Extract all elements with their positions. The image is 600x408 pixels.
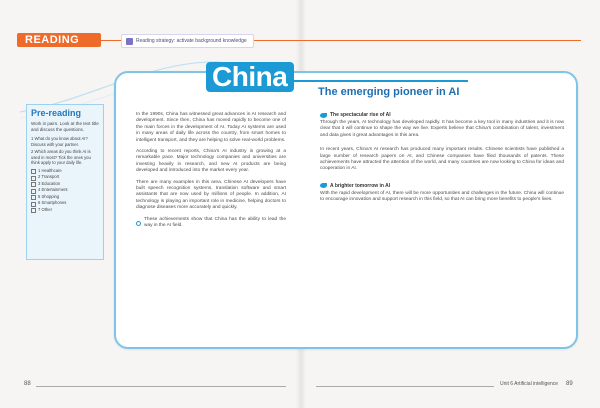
article-title: China: [212, 61, 288, 92]
section-heading: The spectacular rise of AI: [320, 112, 564, 118]
bird-icon: [320, 183, 327, 188]
checkbox[interactable]: [31, 202, 36, 207]
checkbox[interactable]: [31, 176, 36, 181]
option-item[interactable]: 5 Shopping: [31, 194, 99, 201]
body-paragraph: In the 1990s, China has witnessed great advances in AI research and development. Since then, China has moved rapidly to become one of the main forces in the development of AI. Today AI systems are used in many areas of daily life across the country, from smart homes to intelligent transport, and they are helping to solve real-world problems.: [136, 112, 286, 143]
title-rule: [294, 80, 468, 82]
page-number-right: 89: [566, 381, 573, 387]
section-heading: A brighter tomorrow in AI: [320, 183, 564, 189]
pre-reading-box: [26, 104, 104, 260]
footer-rule-right: [316, 386, 494, 387]
article-subtitle: The emerging pioneer in AI: [318, 86, 460, 98]
pre-reading-question: 2 Which areas do you think AI is used in most? Tick the ones you think apply to your daily life.: [31, 149, 91, 166]
bullet-icon: [136, 221, 141, 226]
right-text-column: [320, 112, 564, 209]
section-tab: READING: [17, 33, 101, 47]
option-item[interactable]: 2 Transport: [31, 174, 99, 181]
strategy-text: Reading strategy: activate background knowledge: [136, 38, 247, 44]
pre-reading-heading: Pre-reading: [31, 108, 82, 118]
checkbox[interactable]: [31, 182, 36, 187]
option-item[interactable]: 7 Other: [31, 207, 99, 214]
option-item[interactable]: 4 Entertainment: [31, 187, 99, 194]
body-paragraph: According to recent reports, China's AI industry is growing at a remarkable pace. Major technology companies and universities are investing heavily in research, and new AI products are being developed and introduced into the market every year.: [136, 149, 286, 174]
body-paragraph: In recent years, China's AI research has produced many important results. Chinese scientists have published a large number of research papers on AI, and Chinese companies have filed thousands of patents. These achievements have attracted the attention of the world, and many countries are now looking to China for ideas and cooperation in AI.: [320, 147, 564, 172]
footer-rule-left: [36, 386, 286, 387]
body-paragraph: With the rapid development of AI, there will be more opportunities and challenges in the future. China will continue to encourage innovation and support research in this field, so that AI can bring more benefits to people's lives.: [320, 190, 564, 203]
checkbox[interactable]: [31, 195, 36, 200]
option-item[interactable]: 3 Education: [31, 181, 99, 188]
checkbox[interactable]: [31, 208, 36, 213]
closing-line: [136, 217, 286, 230]
body-paragraph: There are many examples in this area. Chinese AI developers have built speech recognition systems, translation software and smart assistants that are now used by millions of people. In addition, AI technology is playing an important role in medicine, helping doctors to diagnose diseases more accurately and quickly.: [136, 179, 286, 211]
option-item[interactable]: 6 Smartphones: [31, 200, 99, 207]
bird-icon: [320, 113, 327, 118]
option-item[interactable]: 1 Healthcare: [31, 168, 99, 175]
body-paragraph: Through the years, AI technology has developed rapidly. It has become a key tool in many industries and it is now clear that it will continue to shape the way we live. Experts believe that China's combination of talent, investment and data gives it great advantages in this area.: [320, 120, 564, 138]
page-number-left: 88: [24, 381, 31, 387]
pre-reading-instruction: Work in pairs. Look at the text title and discuss the questions.: [31, 121, 99, 132]
pre-reading-question: 1 What do you know about AI? Discuss with your partner.: [31, 136, 88, 147]
body-paragraph: These achievements show that China has the ability to lead the way in the AI field.: [144, 216, 286, 229]
left-text-column: [136, 112, 286, 232]
checkbox[interactable]: [31, 169, 36, 174]
unit-label: Unit 6 Artificial intelligence: [500, 381, 559, 387]
checkbox[interactable]: [31, 189, 36, 194]
